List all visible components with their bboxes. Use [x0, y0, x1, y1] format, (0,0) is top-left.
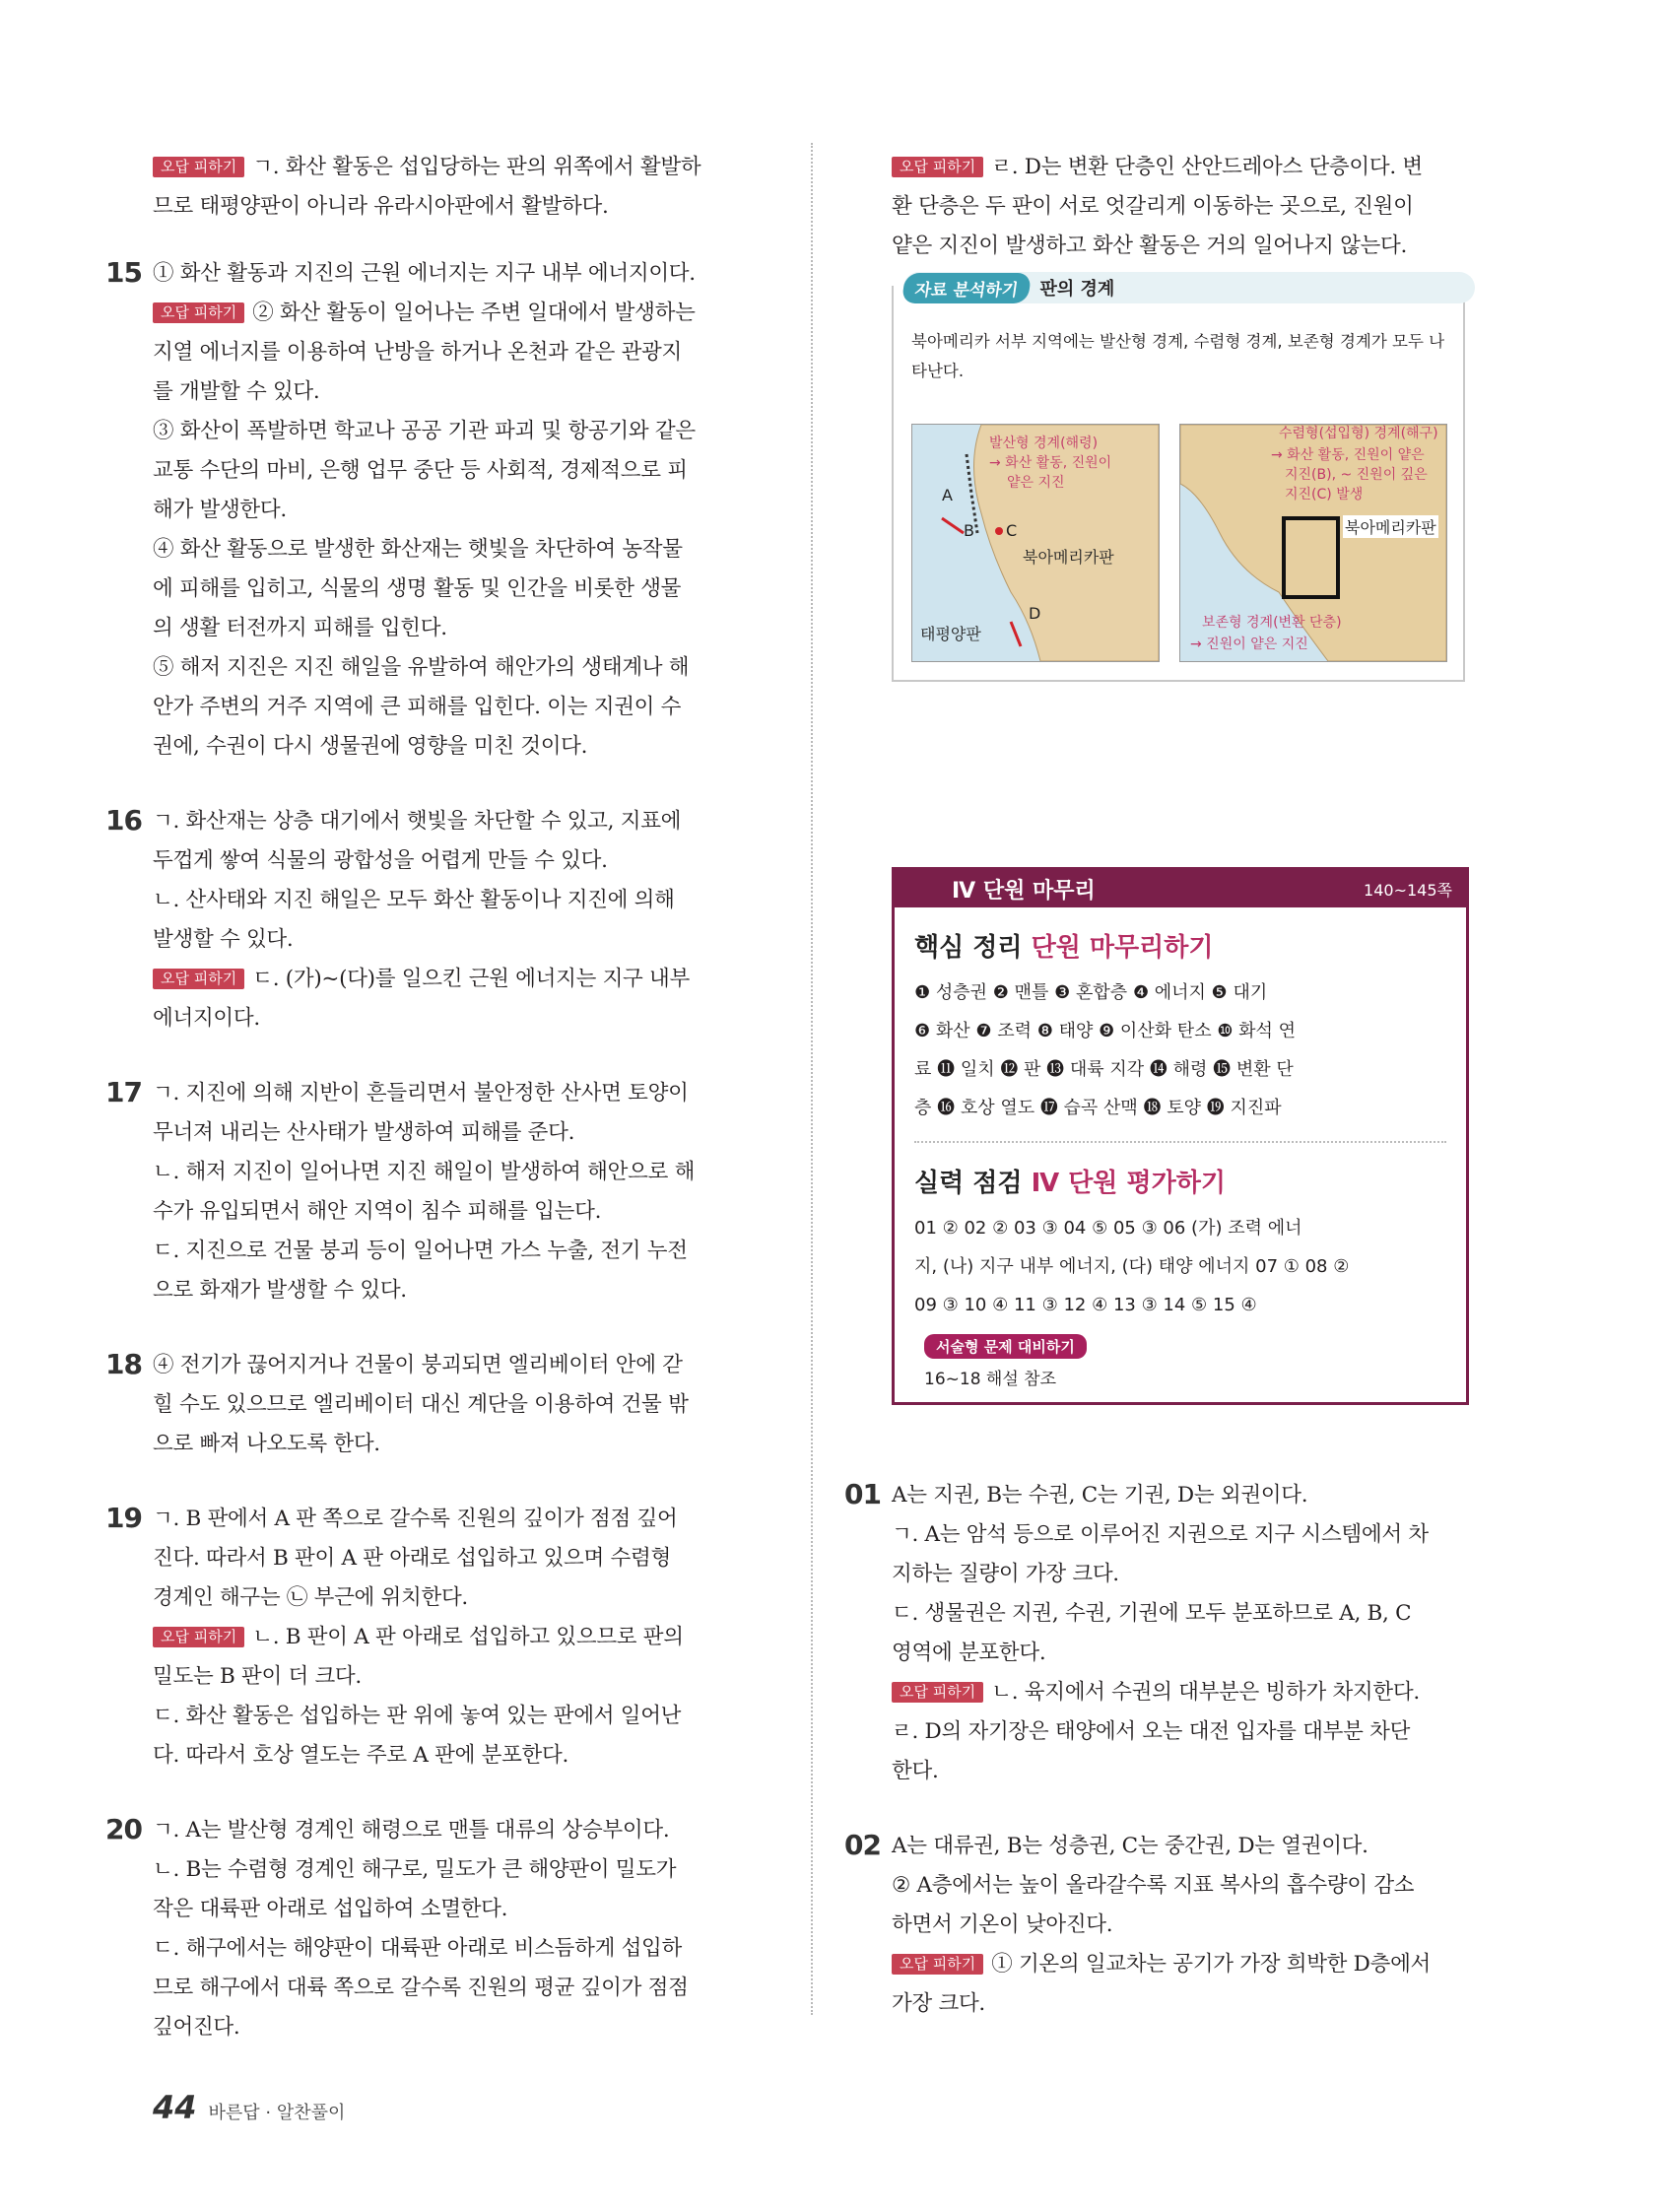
text-line: 지하는 질량이 가장 크다.: [892, 1562, 1119, 1586]
text-line: 영역에 분포한다.: [892, 1641, 1046, 1665]
north-america-plate-label-2: 북아메리카판: [1343, 515, 1438, 538]
question-number: 18: [105, 1348, 142, 1380]
text-line: 오답 피하기 ㄴ. 육지에서 수권의 대부분은 빙하가 차지한다.: [892, 1673, 1463, 1712]
text-line: 에 피해를 입히고, 식물의 생명 활동 및 인간을 비롯한 생물: [153, 576, 682, 601]
right-column: [892, 148, 1463, 682]
text-line: ④ 전기가 끊어지거나 건물이 붕괴되면 엘리베이터 안에 갇: [153, 1353, 683, 1377]
convergent-note: 수렴형(섭입형) 경계(해구): [1279, 426, 1438, 441]
prev-answer-tail: [153, 148, 775, 227]
text-line: 작은 대륙판 아래로 섭입하여 소멸한다.: [153, 1897, 508, 1921]
question-block: [105, 802, 775, 1039]
text-line: 환 단층은 두 판이 서로 엇갈리게 이동하는 곳으로, 진원이: [892, 194, 1414, 219]
question-block: [105, 1500, 775, 1776]
text-line: 경계인 해구는 ㉡ 부근에 위치한다.: [153, 1585, 468, 1610]
text-line: 에너지이다.: [153, 1006, 260, 1031]
wrong-avoid-tag: 오답 피하기: [153, 157, 244, 177]
question-number: 02: [844, 1829, 881, 1861]
convergent-note: 지진(B), ~ 진원이 깊은: [1285, 467, 1428, 483]
core-answer-line: 층 ⓰ 호상 열도 ⓱ 습곡 산맥 ⓲ 토양 ⓳ 지진파: [914, 1098, 1282, 1118]
column-divider: [811, 143, 813, 2015]
section-divider: [914, 1141, 1446, 1143]
text-line: ⑤ 해저 지진은 지진 해일을 유발하여 해안가의 생태계나 해: [153, 655, 690, 680]
text-line: 오답 피하기 ㄴ. B 판이 A 판 아래로 섭입하고 있으므로 판의: [153, 1618, 775, 1657]
text-line: 얕은 지진이 발생하고 화산 활동은 거의 일어나지 않는다.: [892, 234, 1408, 258]
text-line: 한다.: [892, 1759, 939, 1783]
wrong-avoid-tag: 오답 피하기: [153, 302, 244, 323]
question-number: 16: [105, 804, 142, 837]
zoomed-map: [911, 424, 1160, 662]
overview-map: [1179, 424, 1447, 662]
text-line: 힐 수도 있으므로 엘리베이터 대신 계단을 이용하여 건물 밖: [153, 1392, 689, 1417]
divergent-note: 발산형 경계(해령): [989, 436, 1099, 451]
text-line: ㄴ. B는 수렴형 경계인 해구로, 밀도가 큰 해양판이 밀도가: [153, 1857, 677, 1882]
footer-title: 바른답 · 알찬풀이: [208, 2103, 346, 2123]
convergent-note: 지진(C) 발생: [1285, 487, 1364, 503]
text-line: ㄷ. 화산 활동은 섭입하는 판 위에 놓여 있는 판에서 일어난: [153, 1704, 682, 1728]
left-question-list: [105, 254, 775, 2047]
text-line: 으로 빠져 나오도록 한다.: [153, 1432, 380, 1456]
text-line: 교통 수단의 마비, 은행 업무 중단 등 사회적, 경제적으로 피: [153, 458, 688, 483]
wrong-avoid-tag: 오답 피하기: [892, 157, 983, 177]
text-line: 으로 화재가 발생할 수 있다.: [153, 1278, 407, 1303]
unit-summary-box: [892, 867, 1469, 1405]
question-block: [105, 1346, 775, 1464]
page-number: 44: [153, 2089, 197, 2126]
core-summary-title: 핵심 정리 단원 마무리하기: [914, 933, 1214, 963]
eval-answer-line: 지, (나) 지구 내부 에너지, (다) 태양 에너지 07 ① 08 ②: [914, 1256, 1350, 1277]
text-line: ㄱ. 화산재는 상층 대기에서 햇빛을 차단할 수 있고, 지표에: [153, 809, 682, 834]
question-number: 17: [105, 1076, 142, 1108]
text-line: ③ 화산이 폭발하면 학교나 공공 기관 파괴 및 항공기와 같은: [153, 419, 696, 443]
text-line: 의 생활 터전까지 피해를 입힌다.: [153, 616, 447, 640]
text-line: 하면서 기온이 낮아진다.: [892, 1912, 1113, 1937]
unit-summary-title: Ⅳ 단원 마무리: [952, 878, 1096, 904]
divergent-note: 얕은 지진: [1007, 475, 1065, 491]
question-number: 15: [105, 256, 142, 289]
convergent-note: → 화산 활동, 진원이 얕은: [1271, 447, 1425, 463]
question-block: [844, 1476, 1463, 1791]
text-line: ① 화산 활동과 지진의 근원 에너지는 지구 내부 에너지이다.: [153, 261, 696, 286]
text-line: ② A층에서는 높이 올라갈수록 지표 복사의 흡수량이 감소: [892, 1873, 1415, 1898]
text-line: 를 개발할 수 있다.: [153, 379, 320, 404]
essay-prep-tag: 서술형 문제 대비하기: [924, 1334, 1087, 1359]
core-answer-line: ❻ 화산 ❼ 조력 ❽ 태양 ❾ 이산화 탄소 ❿ 화석 연: [914, 1021, 1297, 1041]
text-line: 오답 피하기 ㄷ. (가)~(다)를 일으킨 근원 에너지는 지구 내부: [153, 960, 775, 999]
north-america-plate-label: 북아메리카판: [1023, 548, 1114, 567]
question-number: 01: [844, 1478, 881, 1510]
eval-title: 실력 점검 Ⅳ 단원 평가하기: [914, 1169, 1226, 1198]
core-answer-line: ❶ 성층권 ❷ 맨틀 ❸ 혼합층 ❹ 에너지 ❺ 대기: [914, 982, 1268, 1003]
text-line: ㄴ. 해저 지진이 일어나면 지진 해일이 발생하여 해안으로 해: [153, 1160, 696, 1184]
pacific-plate-label: 태평양판: [920, 625, 981, 643]
text-line: ㄱ. A는 암석 등으로 이루어진 지권으로 지구 시스템에서 차: [892, 1522, 1429, 1547]
core-answer-line: 료 ⓫ 일치 ⓬ 판 ⓭ 대륙 지각 ⓮ 해령 ⓯ 변환 단: [914, 1059, 1294, 1080]
text-line: 므로 해구에서 대륙 쪽으로 갈수록 진원의 평균 깊이가 점점: [153, 1976, 689, 2000]
text-line: 해가 발생한다.: [153, 498, 287, 522]
text-line: ④ 화산 활동으로 발생한 화산재는 햇빛을 차단하여 농작물: [153, 537, 683, 562]
text-line: 오답 피하기 ① 기온의 일교차는 공기가 가장 희박한 D층에서: [892, 1945, 1463, 1984]
text-line: ㄱ. B 판에서 A 판 쪽으로 갈수록 진원의 깊이가 점점 깊어: [153, 1507, 678, 1531]
text-line: 발생할 수 있다.: [153, 927, 294, 952]
data-analysis-box: [892, 279, 1465, 682]
prev-answer-tail-right: [892, 148, 1463, 266]
text-line: 므로 태평양판이 아니라 유라시아판에서 활발하다.: [153, 194, 609, 219]
eval-answer-line: 09 ③ 10 ④ 11 ③ 12 ④ 13 ③ 14 ⑤ 15 ④: [914, 1295, 1257, 1315]
wrong-avoid-tag: 오답 피하기: [892, 1954, 983, 1975]
text-line: ㄷ. 지진으로 건물 붕괴 등이 일어나면 가스 누출, 전기 누전: [153, 1239, 688, 1263]
data-analysis-desc: 북아메리카 서부 지역에는 발산형 경계, 수렴형 경계, 보존형 경계가 모두 나타난다.: [911, 332, 1445, 380]
text-line: 무너져 내리는 산사태가 발생하여 피해를 준다.: [153, 1120, 575, 1145]
label-a: A: [942, 486, 953, 504]
text-line: 오답 피하기 ㄱ. 화산 활동은 섭입당하는 판의 위쪽에서 활발하: [153, 148, 775, 187]
left-column: [105, 148, 775, 2083]
wrong-avoid-tag: 오답 피하기: [892, 1682, 983, 1703]
text-line: 오답 피하기 ㄹ. D는 변환 단층인 산안드레아스 단층이다. 변: [892, 148, 1463, 187]
data-analysis-tag: 자료 분석하기: [901, 273, 1033, 303]
question-block: [105, 1811, 775, 2047]
text-line: 가장 크다.: [892, 1991, 985, 2016]
transform-note: 보존형 경계(변환 단층): [1202, 615, 1342, 631]
wrong-avoid-tag: 오답 피하기: [153, 969, 244, 989]
text-line: ㄴ. 산사태와 지진 해일은 모두 화산 활동이나 지진에 의해: [153, 888, 675, 912]
transform-note: → 진원이 얕은 지진: [1190, 637, 1308, 652]
text-line: A는 대류권, B는 성층권, C는 중간권, D는 열권이다.: [892, 1834, 1368, 1858]
text-line: 두껍게 쌓여 식물의 광합성을 어렵게 만들 수 있다.: [153, 848, 608, 873]
question-block: [844, 1827, 1463, 2024]
question-number: 19: [105, 1502, 142, 1534]
question-block: [105, 254, 775, 767]
unit-summary-pages: 140~145쪽: [1364, 880, 1452, 900]
eval-answer-line: 01 ② 02 ② 03 ③ 04 ⑤ 05 ③ 06 (가) 조력 에너: [914, 1218, 1302, 1239]
text-line: ㄹ. D의 자기장은 태양에서 오는 대전 입자를 대부분 차단: [892, 1719, 1411, 1744]
essay-reference: 16~18 해설 참조: [924, 1370, 1057, 1389]
data-analysis-title: 판의 경계: [1039, 279, 1115, 300]
label-b: B: [964, 521, 974, 540]
text-line: 밀도는 B 판이 더 크다.: [153, 1664, 362, 1689]
text-line: 지열 에너지를 이용하여 난방을 하거나 온천과 같은 관광지: [153, 340, 682, 365]
text-line: 진다. 따라서 B 판이 A 판 아래로 섭입하고 있으며 수렴형: [153, 1546, 671, 1571]
divergent-note: → 화산 활동, 진원이: [989, 455, 1112, 471]
wrong-avoid-tag: 오답 피하기: [153, 1627, 244, 1647]
text-line: 다. 따라서 호상 열도는 주로 A 판에 분포한다.: [153, 1743, 569, 1768]
data-analysis-header: [903, 272, 1475, 303]
text-line: ㄷ. 해구에서는 해양판이 대륙판 아래로 비스듬하게 섭입하: [153, 1936, 682, 1961]
unit-summary-header: [895, 870, 1466, 907]
page-footer: [153, 2089, 345, 2126]
text-line: 권에, 수권이 다시 생물권에 영향을 미친 것이다.: [153, 734, 588, 759]
text-line: ㄱ. 지진에 의해 지반이 흔들리면서 불안정한 산사면 토양이: [153, 1081, 689, 1106]
right-question-list: [844, 1476, 1463, 2059]
text-line: 오답 피하기 ② 화산 활동이 일어나는 주변 일대에서 발생하는: [153, 294, 775, 333]
text-line: A는 지권, B는 수권, C는 기권, D는 외권이다.: [892, 1483, 1308, 1508]
text-line: 깊어진다.: [153, 2015, 240, 2040]
text-line: 수가 유입되면서 해안 지역이 침수 피해를 입는다.: [153, 1199, 602, 1224]
question-block: [105, 1074, 775, 1310]
text-line: ㄷ. 생물권은 지권, 수권, 기권에 모두 분포하므로 A, B, C: [892, 1601, 1412, 1626]
label-d: D: [1029, 604, 1041, 623]
question-number: 20: [105, 1813, 142, 1845]
text-line: 안가 주변의 거주 지역에 큰 피해를 입힌다. 이는 지권이 수: [153, 695, 682, 719]
text-line: ㄱ. A는 발산형 경계인 해령으로 맨틀 대류의 상승부이다.: [153, 1818, 670, 1843]
label-c: C: [1006, 521, 1018, 540]
